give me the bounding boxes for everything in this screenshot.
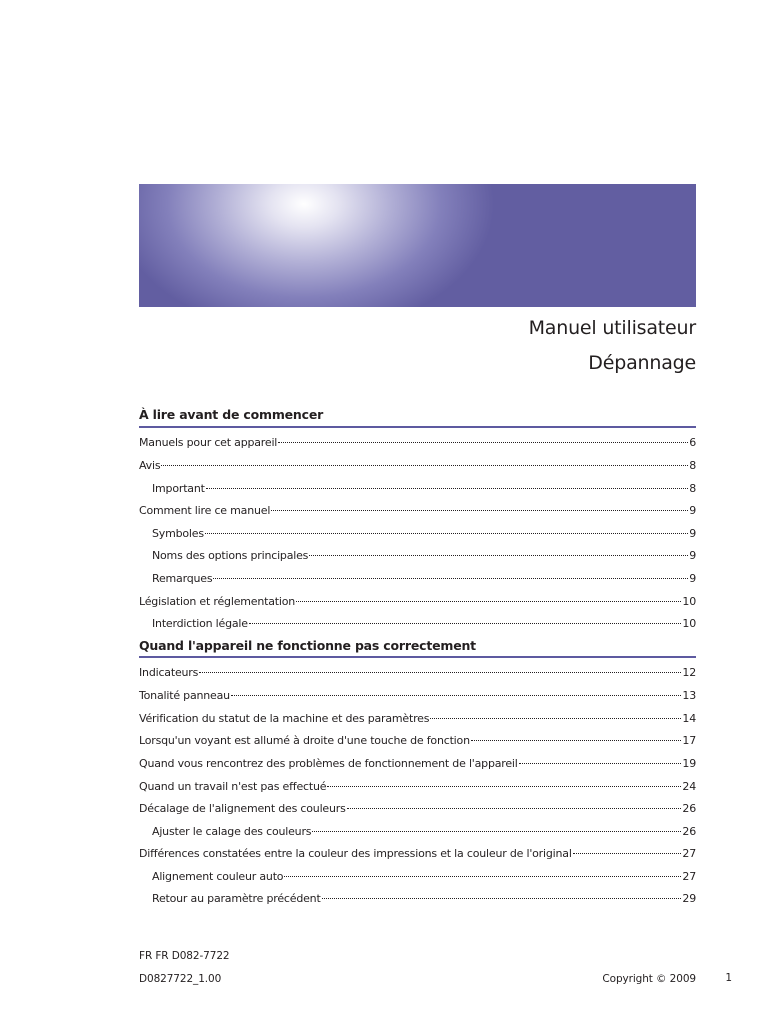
toc-leader	[271, 510, 688, 511]
toc-entry[interactable]	[139, 780, 696, 793]
toc-entry-page: 9	[689, 549, 696, 562]
toc-leader	[309, 555, 688, 556]
toc-entry-page: 17	[682, 734, 696, 747]
footer-lang-code: FR FR D082-7722	[139, 950, 230, 962]
toc-entry[interactable]	[152, 870, 696, 883]
manual-subtitle: Dépannage	[588, 352, 696, 374]
page-number: 1	[725, 972, 732, 984]
toc-entry-label: Quand vous rencontrez des problèmes de fonctionnement de l'appareil	[139, 757, 518, 770]
section-heading[interactable]: Quand l'appareil ne fonctionne pas correctement	[139, 638, 476, 653]
toc-leader	[296, 601, 681, 602]
toc-entry-page: 26	[682, 802, 696, 815]
toc-entry[interactable]	[139, 504, 696, 517]
toc-entry[interactable]	[152, 892, 696, 905]
toc-entry[interactable]	[152, 825, 696, 838]
toc-leader	[231, 695, 681, 696]
toc-entry-page: 12	[682, 666, 696, 679]
toc-entry-label: Lorsqu'un voyant est allumé à droite d'une touche de fonction	[139, 734, 470, 747]
toc-entry-page: 8	[689, 482, 696, 495]
toc-entry[interactable]	[139, 436, 696, 449]
toc-entry[interactable]	[152, 617, 696, 630]
toc-entry-label: Décalage de l'alignement des couleurs	[139, 802, 346, 815]
toc-entry-page: 9	[689, 527, 696, 540]
toc-leader	[213, 578, 688, 579]
toc-entry-page: 9	[689, 572, 696, 585]
toc-entry-label: Quand un travail n'est pas effectué	[139, 780, 327, 793]
section-heading[interactable]: À lire avant de commencer	[139, 407, 324, 422]
toc-entry-label: Tonalité panneau	[139, 689, 230, 702]
toc-entry[interactable]	[152, 527, 696, 540]
toc-leader	[519, 763, 682, 764]
toc-entry[interactable]	[139, 712, 696, 725]
toc-entry-page: 13	[682, 689, 696, 702]
toc-entry-label: Important	[152, 482, 205, 495]
toc-leader	[199, 672, 681, 673]
toc-entry-label: Différences constatées entre la couleur des impressions et la couleur de l'original	[139, 847, 572, 860]
manual-title: Manuel utilisateur	[528, 317, 696, 339]
toc-entry-label: Comment lire ce manuel	[139, 504, 271, 517]
toc-entry-page: 27	[682, 870, 696, 883]
toc-leader	[161, 465, 688, 466]
toc-entry[interactable]	[139, 459, 696, 472]
toc-entry[interactable]	[139, 802, 696, 815]
toc-entry-label: Alignement couleur auto	[152, 870, 284, 883]
toc-leader	[206, 488, 688, 489]
toc-entry-page: 10	[682, 595, 696, 608]
toc-entry-page: 10	[682, 617, 696, 630]
toc-entry[interactable]	[139, 847, 696, 860]
toc-leader	[205, 533, 688, 534]
toc-entry[interactable]	[139, 595, 696, 608]
toc-entry-label: Retour au paramètre précédent	[152, 892, 321, 905]
toc-entry[interactable]	[139, 689, 696, 702]
toc-entry-page: 14	[682, 712, 696, 725]
cover-banner	[139, 184, 696, 307]
toc-leader	[312, 831, 681, 832]
toc-entry-label: Indicateurs	[139, 666, 199, 679]
toc-entry[interactable]	[139, 734, 696, 747]
toc-entry[interactable]	[139, 757, 696, 770]
toc-entry[interactable]	[152, 482, 696, 495]
toc-entry-label: Législation et réglementation	[139, 595, 296, 608]
section-rule	[139, 426, 696, 428]
toc-leader	[471, 740, 682, 741]
toc-entry-label: Avis	[139, 459, 161, 472]
toc-entry-page: 24	[682, 780, 696, 793]
toc-entry[interactable]	[139, 666, 696, 679]
section-rule	[139, 656, 696, 658]
toc-entry-page: 8	[689, 459, 696, 472]
toc-entry-page: 26	[682, 825, 696, 838]
toc-entry-label: Remarques	[152, 572, 213, 585]
toc-entry-label: Ajuster le calage des couleurs	[152, 825, 312, 838]
toc-entry-label: Vérification du statut de la machine et des paramètres	[139, 712, 430, 725]
toc-leader	[278, 442, 688, 443]
toc-leader	[284, 876, 681, 877]
toc-entry-label: Symboles	[152, 527, 204, 540]
toc-entry[interactable]	[152, 549, 696, 562]
toc-entry-page: 29	[682, 892, 696, 905]
toc-entry-label: Interdiction légale	[152, 617, 248, 630]
toc-entry-page: 19	[682, 757, 696, 770]
toc-entry-label: Manuels pour cet appareil	[139, 436, 278, 449]
toc-leader	[573, 853, 682, 854]
toc-leader	[249, 623, 682, 624]
toc-leader	[430, 718, 681, 719]
footer-doc-id: D0827722_1.00	[139, 973, 222, 985]
toc-entry-page: 6	[689, 436, 696, 449]
toc-entry-page: 27	[682, 847, 696, 860]
toc-leader	[322, 898, 682, 899]
toc-entry-label: Noms des options principales	[152, 549, 309, 562]
toc-leader	[347, 808, 682, 809]
toc-leader	[327, 786, 681, 787]
toc-entry[interactable]	[152, 572, 696, 585]
toc-entry-page: 9	[689, 504, 696, 517]
footer-copyright: Copyright © 2009	[602, 973, 696, 985]
